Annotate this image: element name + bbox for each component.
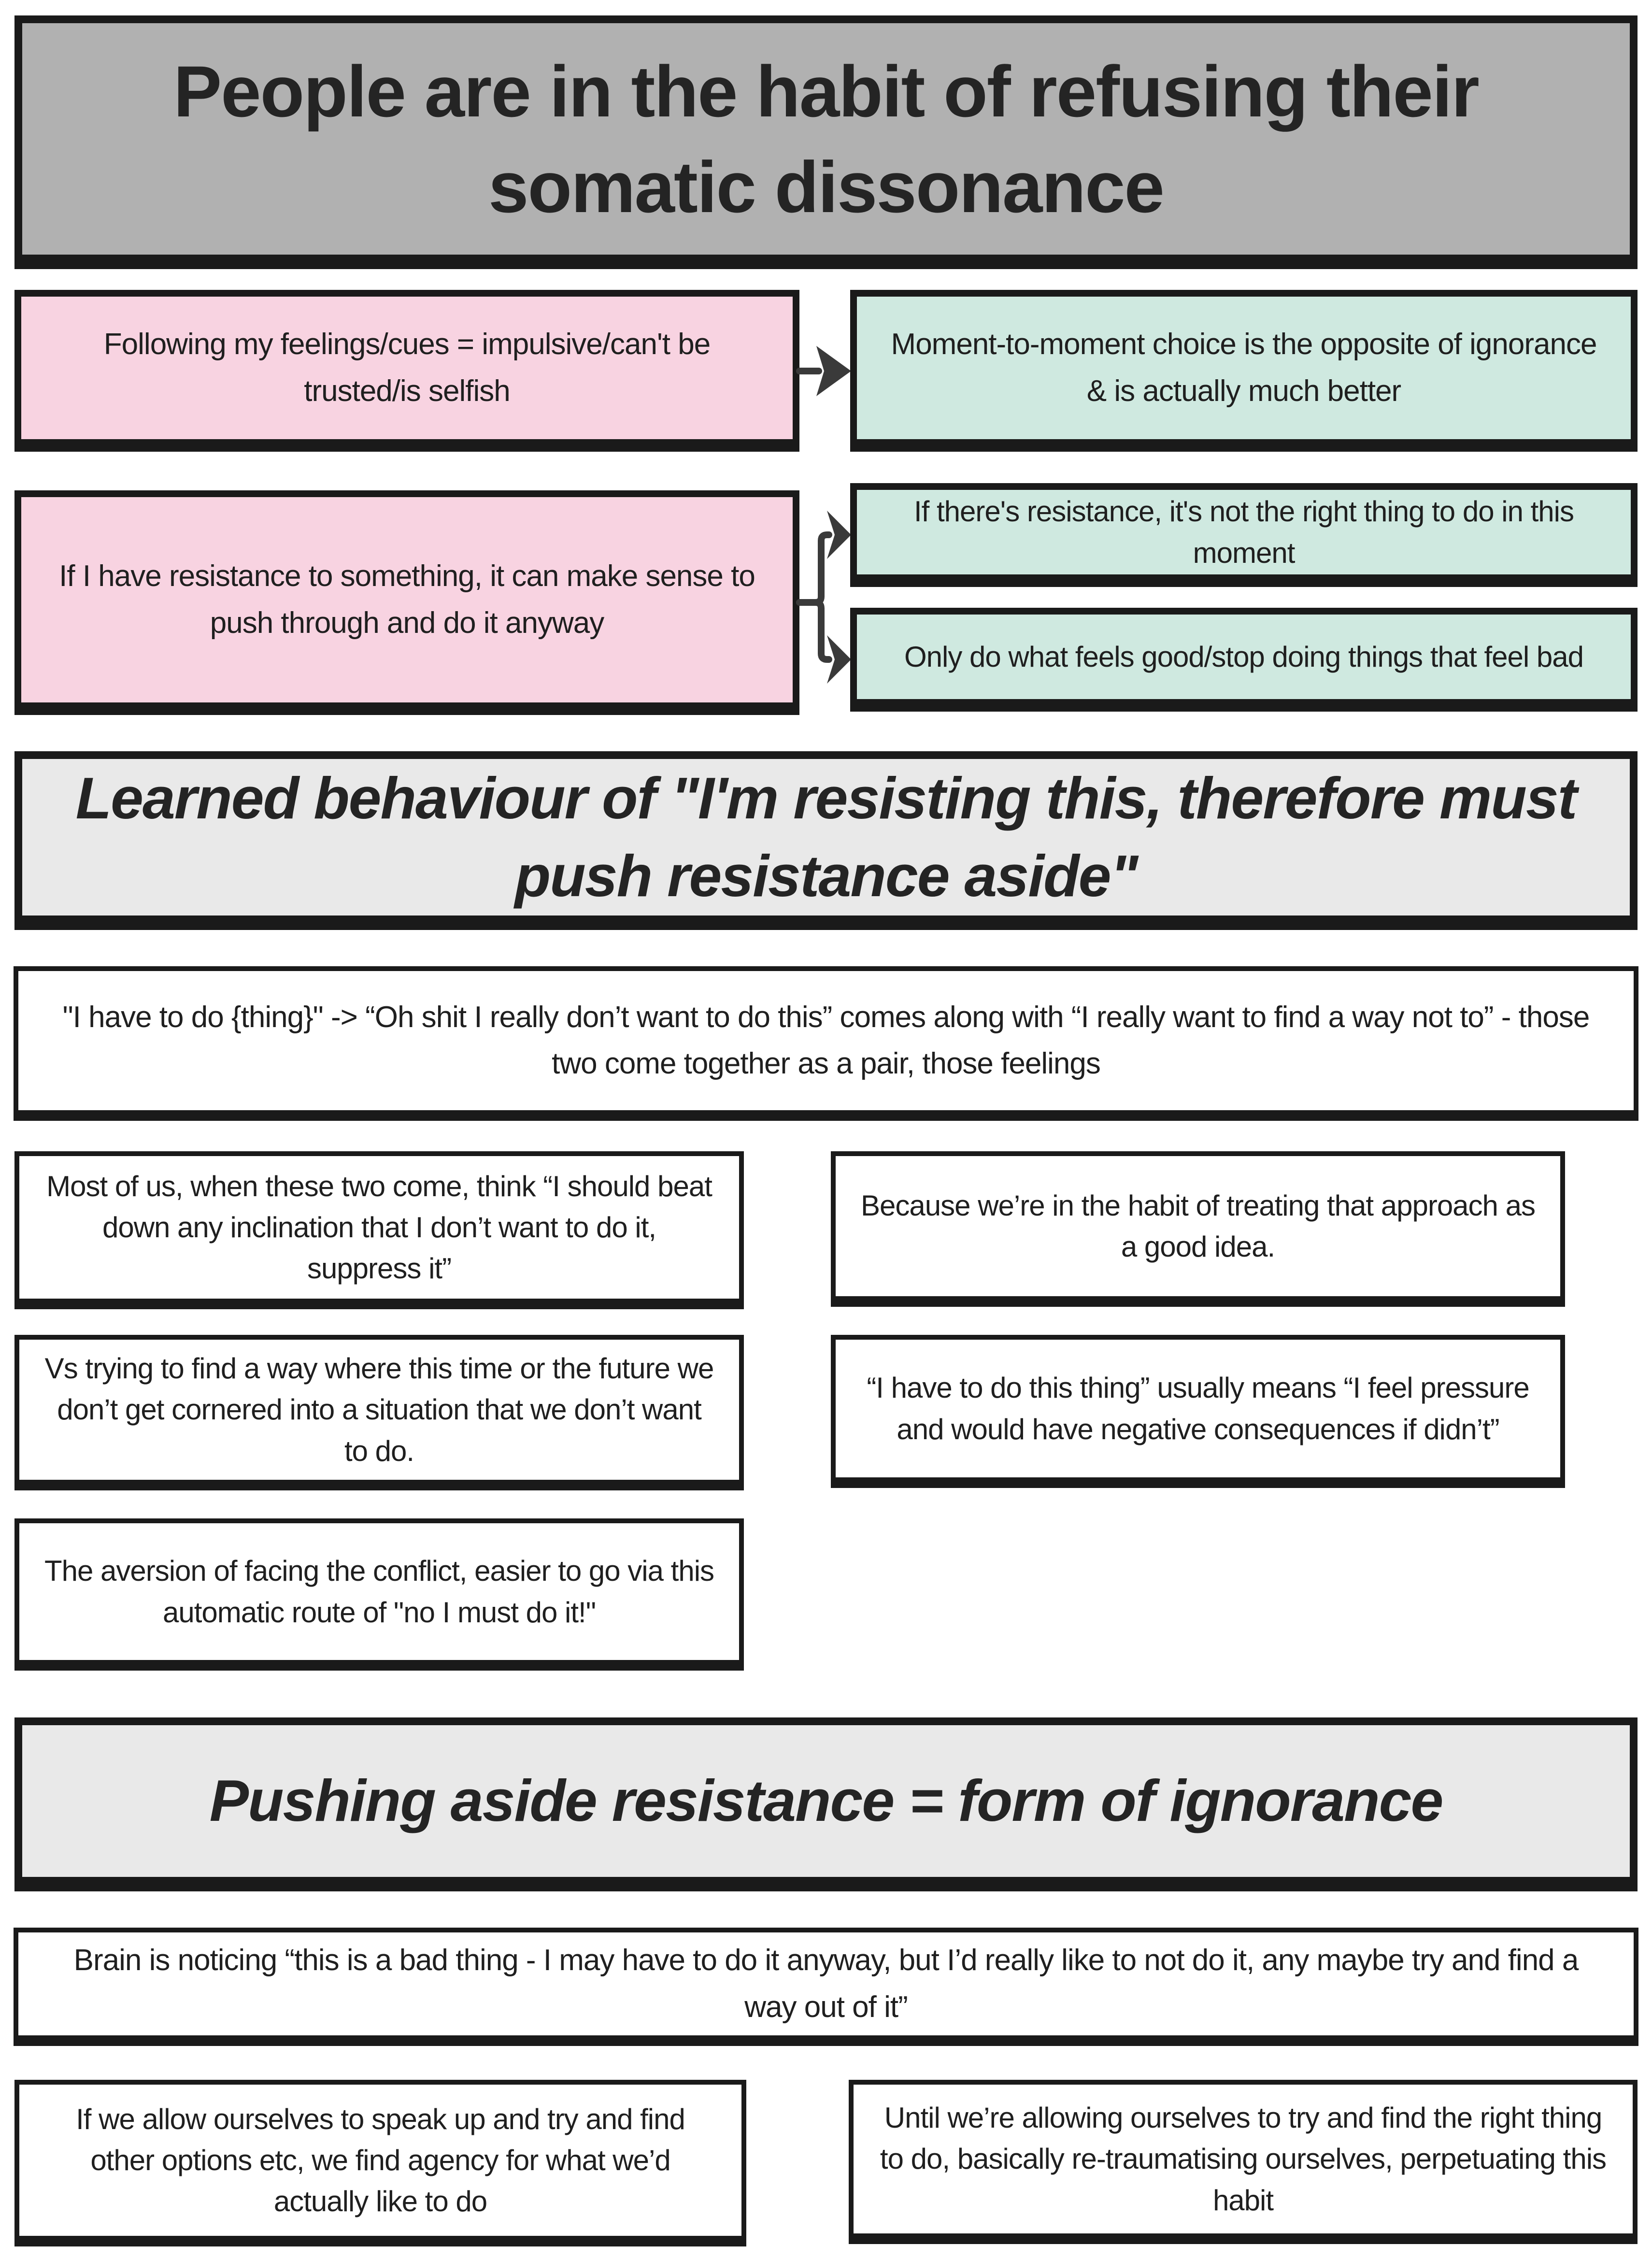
section-heading-learned-text: Learned behaviour of "I'm resisting this, therefore must push resistance aside" [75, 765, 1577, 909]
reframe-text-2a: If there's resistance, it's not the right thing to do in this moment [914, 495, 1574, 569]
learned-intro-text: "I have to do {thing}" -> “Oh shit I really don’t want to do this” comes along with “I really want to find a way not to” - those two come together as a pair, those feelings [62, 1000, 1590, 1080]
learned-card-2-text: Because we’re in the habit of treating that approach as a good idea. [861, 1189, 1535, 1263]
learned-card-3-text: Vs trying to find a way where this time or the future we don’t get cornered into a situation that we don’t want to do. [44, 1352, 714, 1467]
belief-box-2 [14, 490, 799, 715]
learned-card-4-text: “I have to do this thing” usually means “I feel pressure and would have negative consequences if didn’t” [867, 1372, 1529, 1445]
learned-card-5-text: The aversion of facing the conflict, easier to go via this automatic route of "no I must do it!" [44, 1555, 714, 1629]
ignorance-intro-text: Brain is noticing “this is a bad thing - I may have to do it anyway, but I’d really like to not do it, any maybe try and find a way out of it” [73, 1944, 1579, 2024]
learned-card-2 [831, 1151, 1565, 1307]
ignorance-intro-note [14, 1928, 1638, 2046]
page-title-box [14, 15, 1638, 269]
ignorance-card-1 [14, 2080, 746, 2246]
section-heading-ignorance [14, 1717, 1638, 1891]
learned-card-4 [831, 1335, 1565, 1488]
learned-card-3 [14, 1335, 744, 1490]
belief-text-2: If I have resistance to something, it can make sense to push through and do it anyway [59, 559, 755, 640]
reframe-box-1 [850, 290, 1638, 452]
section-heading-learned [14, 751, 1638, 930]
belief-box-1 [14, 290, 799, 452]
right-arrow-icon [797, 342, 853, 400]
reframe-box-2b [850, 608, 1638, 712]
reframe-text-1: Moment-to-moment choice is the opposite of ignorance & is actually much better [891, 328, 1597, 408]
ignorance-card-2-text: Until we’re allowing ourselves to try and find the right thing to do, basically re-traumatising ourselves, perpetuating this habit [880, 2102, 1607, 2217]
learned-card-5 [14, 1518, 744, 1671]
ignorance-card-2 [849, 2080, 1638, 2244]
fork-arrow-icon [797, 505, 853, 708]
belief-text-1: Following my feelings/cues = impulsive/can't be trusted/is selfish [103, 328, 711, 408]
learned-card-1 [14, 1151, 744, 1309]
ignorance-card-1-text: If we allow ourselves to speak up and try and find other options etc, we find agency for what we’d actually like to do [76, 2103, 685, 2218]
reframe-box-2a [850, 483, 1638, 587]
reframe-text-2b: Only do what feels good/stop doing things that feel bad [904, 640, 1583, 673]
learned-card-1-text: Most of us, when these two come, think “I should beat down any inclination that I don’t want to do it, suppress it” [46, 1170, 712, 1285]
section-heading-ignorance-text: Pushing aside resistance = form of ignorance [209, 1768, 1443, 1834]
page-title: People are in the habit of refusing their somatic dissonance [173, 50, 1479, 228]
learned-intro-note [14, 966, 1638, 1121]
